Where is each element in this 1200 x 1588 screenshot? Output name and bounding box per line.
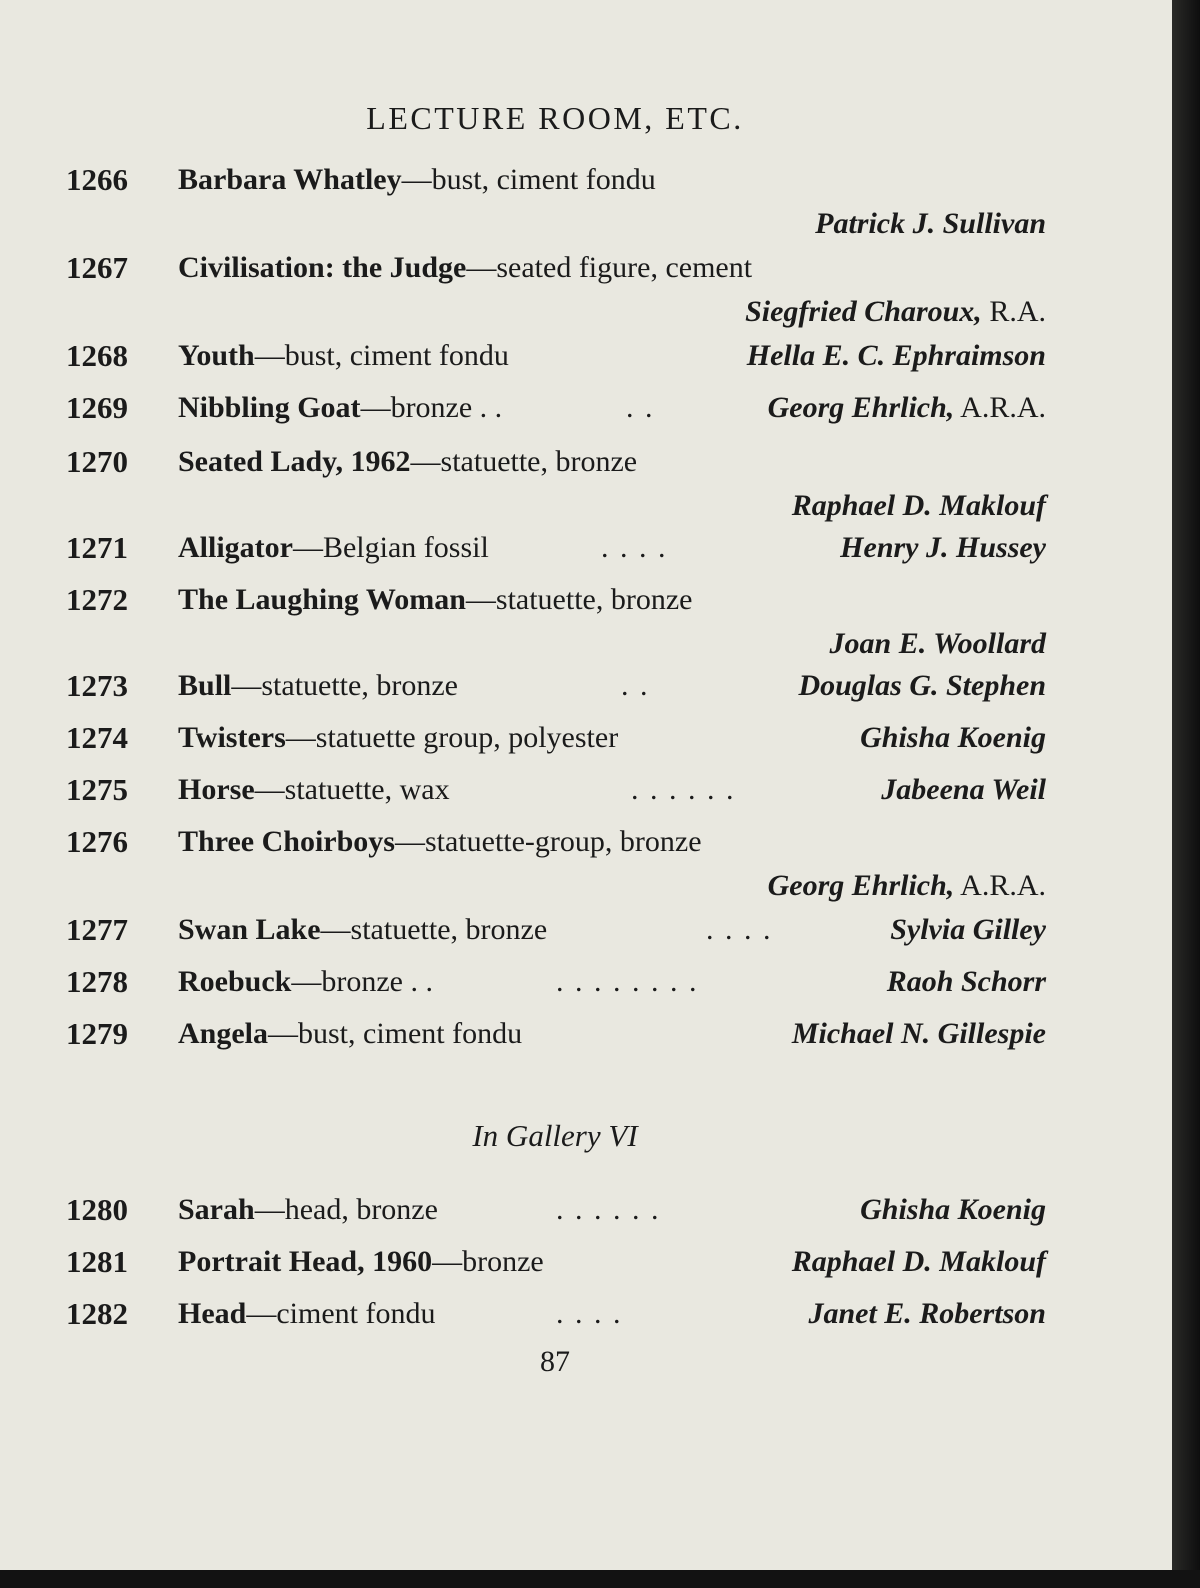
leader-dots: . . . . . . . . (556, 965, 699, 998)
entry-title: Youth (178, 339, 255, 372)
catalogue-entry (66, 768, 1046, 812)
entry-artist: Raphael D. Maklouf (791, 1245, 1046, 1278)
artist-suffix: A.R.A. (954, 391, 1046, 424)
artist-suffix: A.R.A. (954, 869, 1046, 902)
entry-artist: Georg Ehrlich, A.R.A. (767, 391, 1046, 424)
page-heading: LECTURE ROOM, ETC. (366, 100, 744, 136)
entry-number: 1282 (66, 1296, 128, 1331)
entry-artist: Patrick J. Sullivan (815, 207, 1046, 240)
catalogue-entry (66, 960, 1046, 1004)
entry-title: Three Choirboys (178, 825, 395, 858)
catalogue-entry (66, 716, 1046, 760)
entry-title: Sarah (178, 1193, 255, 1226)
entry-artist: Raphael D. Maklouf (791, 489, 1046, 522)
catalogue-entry (66, 820, 1046, 908)
book-edge-shadow (1172, 0, 1200, 1588)
entry-artist: Georg Ehrlich, A.R.A. (767, 869, 1046, 902)
catalogue-entry (66, 334, 1046, 378)
entry-number: 1271 (66, 530, 128, 565)
entry-description: —Belgian fossil (292, 531, 489, 564)
entry-number: 1276 (66, 824, 128, 859)
entry-description: —bust, ciment fondu (268, 1017, 523, 1050)
catalogue-entry (66, 578, 1046, 666)
entry-description: —statuette group, polyester (285, 721, 619, 754)
leader-dots: . . . . (556, 1297, 623, 1330)
entry-artist: Hella E. C. Ephraimson (746, 339, 1046, 372)
entry-number: 1279 (66, 1016, 128, 1051)
entry-artist: Joan E. Woollard (829, 627, 1046, 660)
entry-description: —statuette, bronze (410, 445, 638, 478)
entry-title: Horse (178, 773, 255, 806)
catalogue-entry (66, 908, 1046, 952)
leader-dots: . . . . . . (556, 1193, 661, 1226)
entry-description: —bronze (432, 1245, 544, 1278)
entry-title: Angela (178, 1017, 268, 1050)
entry-title: Nibbling Goat (178, 391, 361, 424)
leader-dots: . . . . (601, 531, 668, 564)
entry-number: 1274 (66, 720, 128, 755)
entry-number: 1270 (66, 444, 128, 479)
entry-description: —head, bronze (254, 1193, 438, 1226)
entry-number: 1267 (66, 250, 128, 285)
entry-description: —bronze . . (291, 965, 433, 998)
entry-title: Civilisation: the Judge (178, 251, 467, 284)
entry-title: Roebuck (178, 965, 292, 998)
entry-title: Swan Lake (178, 913, 321, 946)
entry-number: 1278 (66, 964, 128, 999)
catalogue-entry (66, 1240, 1046, 1284)
scan-border (0, 1570, 1200, 1588)
entry-description: —bust, ciment fondu (401, 163, 656, 196)
entry-artist: Sylvia Gilley (890, 913, 1046, 946)
entry-number: 1280 (66, 1192, 128, 1227)
entry-title: Alligator (178, 531, 293, 564)
entry-title: Head (178, 1297, 247, 1330)
entry-artist: Raoh Schorr (886, 965, 1046, 998)
artist-suffix: R.A. (981, 295, 1046, 328)
catalogue-entry (66, 440, 1046, 528)
entry-artist: Jabeena Weil (881, 773, 1046, 806)
entry-artist: Siegfried Charoux, R.A. (745, 295, 1046, 328)
entry-title: Seated Lady, 1962 (178, 445, 411, 478)
entry-description: —statuette, bronze (465, 583, 693, 616)
entry-number: 1273 (66, 668, 128, 703)
catalogue-entry (66, 664, 1046, 708)
entry-number: 1277 (66, 912, 128, 947)
entry-number: 1275 (66, 772, 128, 807)
entry-artist: Ghisha Koenig (860, 1193, 1046, 1226)
entry-title: Twisters (178, 721, 286, 754)
entry-description: —statuette, bronze (231, 669, 458, 702)
leader-dots: . . . . (706, 913, 773, 946)
entry-number: 1272 (66, 582, 128, 617)
entry-description: —statuette, wax (254, 773, 450, 806)
entry-description: —bust, ciment fondu (254, 339, 509, 372)
catalogue-entry (66, 1012, 1046, 1056)
leader-dots: . . . . . . (631, 773, 736, 806)
leader-dots: . . (626, 391, 655, 424)
section-subheading: In Gallery VI (472, 1118, 638, 1153)
entry-description: —statuette, bronze (320, 913, 548, 946)
entry-artist: Douglas G. Stephen (798, 669, 1046, 702)
entry-title: Bull (178, 669, 232, 702)
entry-artist: Henry J. Hussey (840, 531, 1046, 564)
entry-title: Barbara Whatley (178, 163, 402, 196)
catalogue-entry (66, 246, 1046, 334)
entry-title: Portrait Head, 1960 (178, 1245, 433, 1278)
entry-artist: Michael N. Gillespie (791, 1017, 1046, 1050)
entry-number: 1281 (66, 1244, 128, 1279)
catalogue-entry (66, 526, 1046, 570)
entry-description: —bronze . . (360, 391, 503, 424)
entry-artist: Ghisha Koenig (860, 721, 1046, 754)
entry-title: The Laughing Woman (178, 583, 466, 616)
entry-description: —ciment fondu (246, 1297, 436, 1330)
page-number: 87 (540, 1345, 570, 1378)
entry-number: 1269 (66, 390, 128, 425)
entry-description: —statuette-group, bronze (394, 825, 702, 858)
catalogue-entry (66, 158, 1046, 246)
catalogue-entry (66, 386, 1046, 430)
entry-number: 1266 (66, 162, 128, 197)
entry-artist: Janet E. Robertson (808, 1297, 1046, 1330)
catalogue-entry (66, 1292, 1046, 1336)
leader-dots: . . (621, 669, 650, 702)
entry-number: 1268 (66, 338, 128, 373)
catalogue-entry (66, 1188, 1046, 1232)
entry-description: —seated figure, cement (466, 251, 753, 284)
